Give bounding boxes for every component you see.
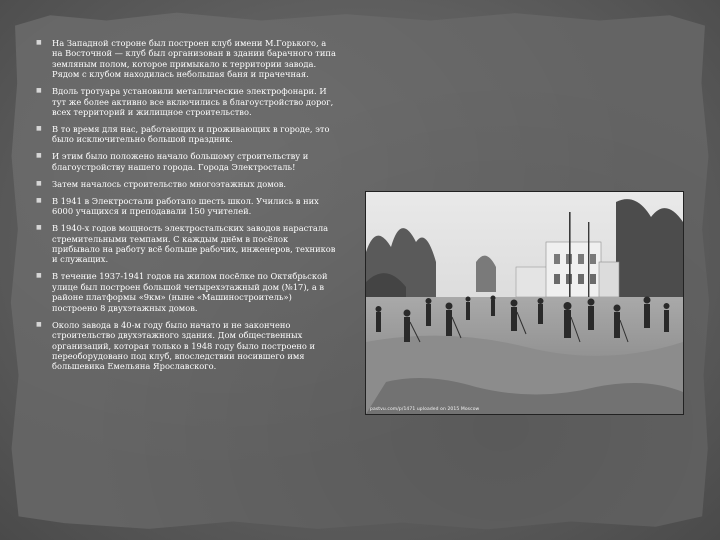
bullet-text: Затем началось строительство многоэтажных домов.: [52, 178, 287, 189]
bullet-item: [36, 320, 336, 372]
historical-photo-icon: [366, 192, 683, 414]
bullet-text: В течение 1937-1941 годов на жилом посёлке по Октябрьской улице был построен большой четырехэтажный дом (№17), а в районе платформы «9км» (ныне «Машиностроитель») построено 8 двухэтажных домов.: [52, 271, 328, 313]
bullet-text: В 1941 в Электростали работало шесть школ. Учились в них 6000 учащихся и преподавали 150 учителей.: [52, 195, 319, 217]
bullet-item: [36, 38, 336, 80]
bullet-text: На Западной стороне был построен клуб имени М.Горького, а на Восточной — клуб был организован в здании барачного типа земляным полом, которое примыкало к территории завода. Рядом с клубом находилась небольшая баня и прачечная.: [52, 38, 336, 80]
bullet-item: [36, 179, 336, 189]
bullet-item: [36, 223, 336, 265]
historical-photo: [365, 191, 684, 415]
bullet-text: И этим было положено начало большому строительству и благоустройству нашего города. Города Электросталь!: [52, 151, 309, 172]
bullet-text: В то время для нас, работающих и проживающих в городе, это было исключительно большой праздник.: [52, 124, 330, 145]
bullet-item: [36, 124, 336, 145]
square-bullet-icon: ■: [36, 179, 42, 187]
bullet-item: [36, 151, 336, 172]
photo-credit: pastvu.com/p/1471 uploaded on 2015 Moscow: [370, 407, 480, 412]
square-bullet-icon: ■: [36, 87, 42, 95]
bullet-text: Около завода в 40-м году было начато и не закончено строительство двухэтажного здания. Дом общественных организаций, которая только в 1948 году было построено и переоборудовано под клуб, впоследствии носившего имя большевика Емельяна Ярославского.: [52, 319, 316, 372]
square-bullet-icon: ■: [36, 39, 42, 46]
bullet-item: [36, 271, 336, 313]
square-bullet-icon: ■: [36, 196, 42, 204]
bullet-item: [36, 196, 336, 217]
bullet-list: [36, 38, 336, 378]
square-bullet-icon: ■: [36, 320, 42, 328]
square-bullet-icon: ■: [36, 272, 42, 280]
bullet-text: В 1940-х годов мощность электростальских заводов нарастала стремительными темпами. С каждым днём в посёлок прибывало на работу всё больше рабочих, инженеров, техников и служащих.: [52, 223, 336, 265]
square-bullet-icon: ■: [36, 224, 42, 232]
bullet-text: Вдоль тротуара установили металлические электрофонари. И тут же более активно все включились в благоустройство дорог, всех территорий и жилищное строительство.: [52, 86, 334, 118]
bullet-item: [36, 86, 336, 117]
square-bullet-icon: ■: [36, 125, 42, 133]
square-bullet-icon: ■: [36, 152, 42, 160]
